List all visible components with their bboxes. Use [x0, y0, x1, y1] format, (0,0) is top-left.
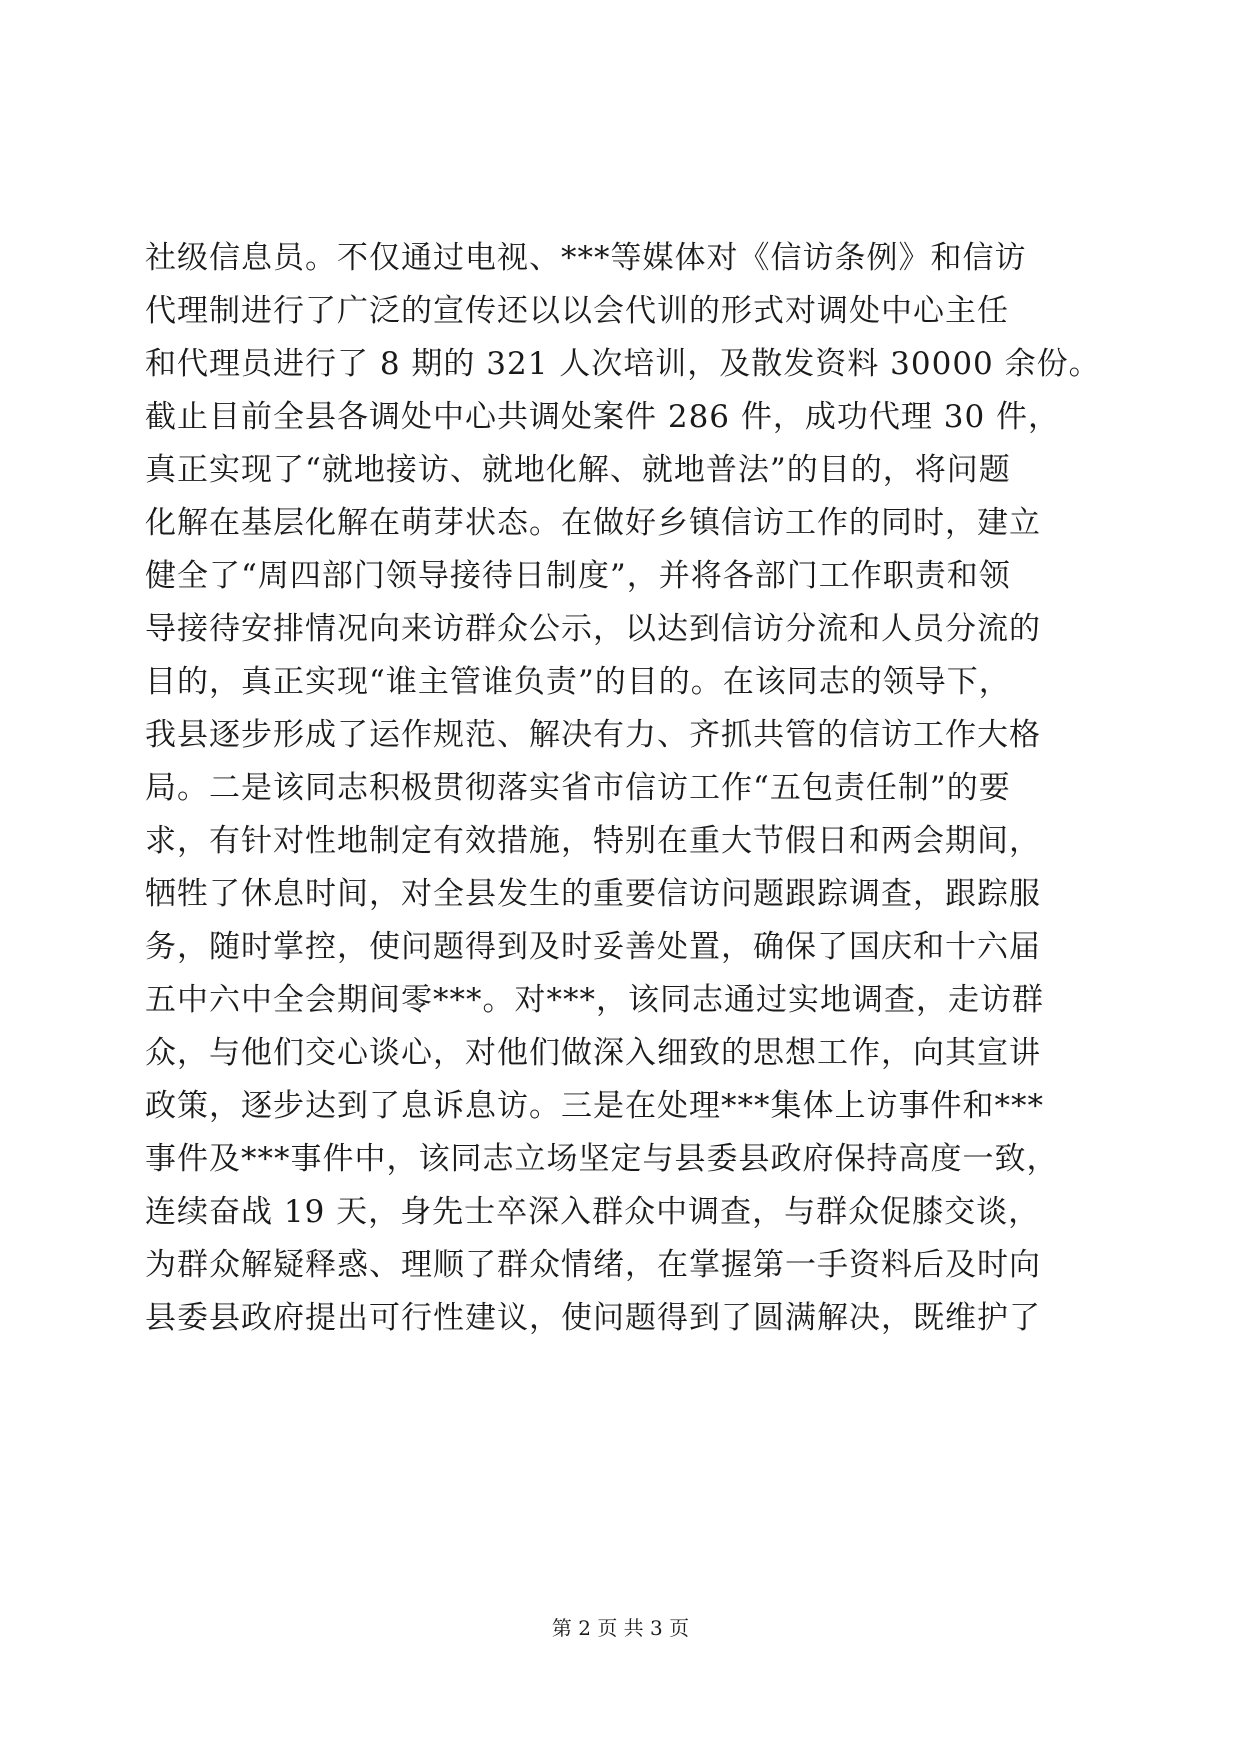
- text-line: 众，与他们交心谈心，对他们做深入细致的思想工作，向其宣讲: [145, 1035, 1041, 1071]
- text-line: 政策，逐步达到了息诉息访。三是在处理***集体上访事件和***: [145, 1088, 1044, 1124]
- text-line: 真正实现了“就地接访、就地化解、就地普法”的目的，将问题: [145, 452, 1011, 488]
- text-line: 代理制进行了广泛的宣传还以以会代训的形式对调处中心主任: [145, 293, 1009, 329]
- body-text: [145, 232, 1105, 1345]
- text-line: 连续奋战 19 天，身先士卒深入群众中调查，与群众促膝交谈，: [145, 1194, 1041, 1230]
- text-line: 为群众解疑释惑、理顺了群众情绪，在掌握第一手资料后及时向: [145, 1247, 1041, 1283]
- text-line: 健全了“周四部门领导接待日制度”，并将各部门工作职责和领: [145, 558, 1011, 594]
- text-line: 求，有针对性地制定有效措施，特别在重大节假日和两会期间，: [145, 823, 1041, 859]
- text-line: 牺牲了休息时间，对全县发生的重要信访问题跟踪调查，跟踪服: [145, 876, 1041, 912]
- page-footer: 第 2 页 共 3 页: [551, 1616, 690, 1640]
- text-line: 县委县政府提出可行性建议，使问题得到了圆满解决，既维护了: [145, 1300, 1041, 1336]
- text-line: 五中六中全会期间零***。对***，该同志通过实地调查，走访群: [145, 982, 1044, 1018]
- text-line: 截止目前全县各调处中心共调处案件 286 件，成功代理 30 件，: [145, 399, 1061, 435]
- text-line: 事件及***事件中，该同志立场坚定与县委县政府保持高度一致，: [145, 1141, 1059, 1177]
- text-line: 务，随时掌控，使问题得到及时妥善处置，确保了国庆和十六届: [145, 929, 1041, 965]
- text-line: 我县逐步形成了运作规范、解决有力、齐抓共管的信访工作大格: [145, 717, 1041, 753]
- text-line: 目的，真正实现“谁主管谁负责”的目的。在该同志的领导下，: [145, 664, 1011, 700]
- text-line: 化解在基层化解在萌芽状态。在做好乡镇信访工作的同时，建立: [145, 505, 1041, 541]
- text-line: 和代理员进行了 8 期的 321 人次培训，及散发资料 30000 余份。: [145, 346, 1101, 382]
- text-line: 导接待安排情况向来访群众公示，以达到信访分流和人员分流的: [145, 611, 1041, 647]
- text-line: 局。二是该同志积极贯彻落实省市信访工作“五包责任制”的要: [145, 770, 1011, 806]
- text-line: 社级信息员。不仅通过电视、***等媒体对《信访条例》和信访: [145, 240, 1027, 276]
